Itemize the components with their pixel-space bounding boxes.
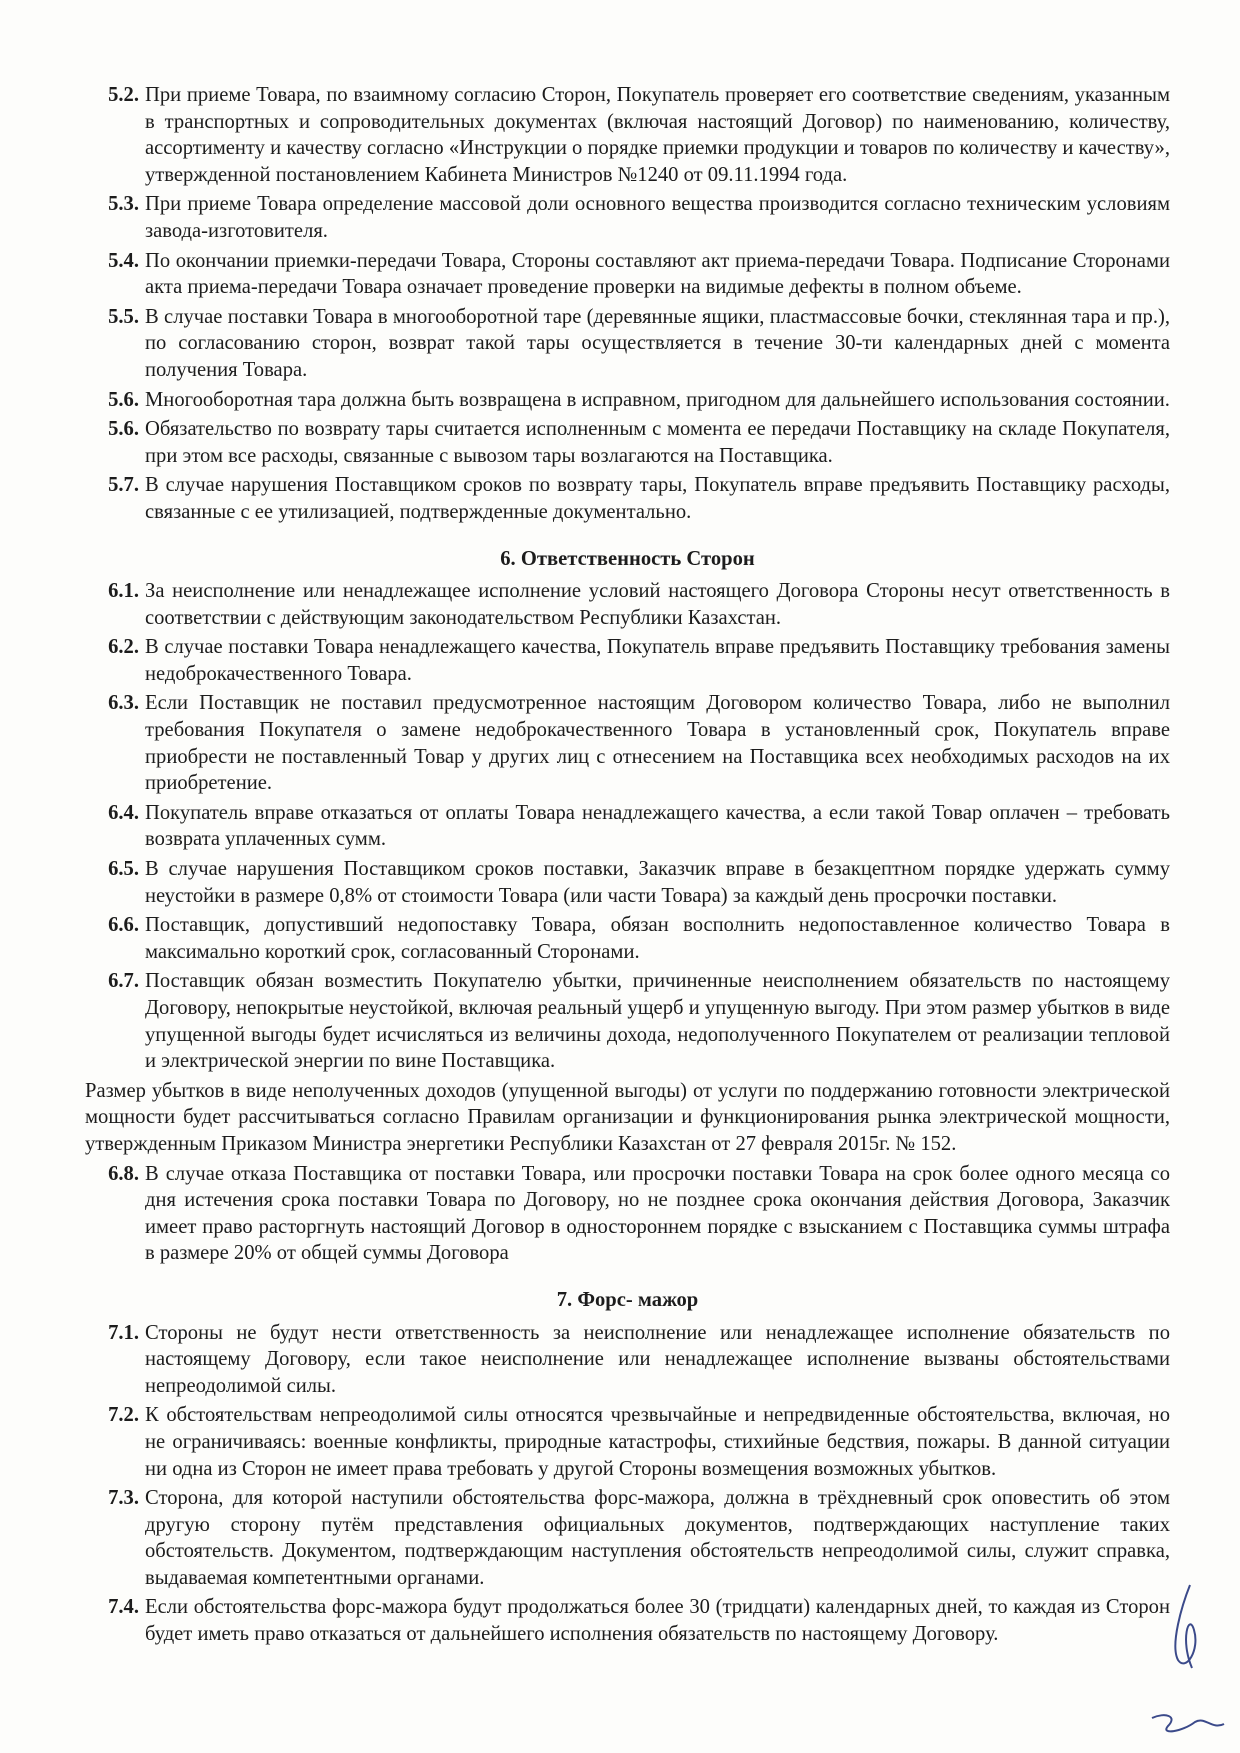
clause-number: 6.3.	[108, 692, 139, 715]
clause-number: 5.7.	[108, 474, 139, 497]
clause-text: В случае нарушения Поставщиком сроков поставки, Заказчик вправе в безакцептном порядке удержать сумму неустойки в размере 0,8% от стоимости Товара (или части Товара) за каждый день просрочки поставки.	[145, 858, 1170, 907]
clause-text: При приеме Товара определение массовой доли основного вещества производится согласно техническим условиям завода-изготовителя.	[145, 193, 1170, 242]
handwritten-scribble-mark	[1152, 1715, 1224, 1731]
clause-number: 5.2.	[108, 84, 139, 106]
clause-number: 6.4.	[108, 801, 139, 824]
clause-text: Сторона, для которой наступили обстоятельства форс-мажора, должна в трёхдневный срок оповестить об этом другую сторону путём представления официальных документов, подтверждающих наступление таких обстоятельств. Документом, подтверждающим наступления обстоятельств непреодолимой силы, служит справка, выдаваемая компетентными органами.	[145, 1487, 1170, 1589]
clause-number: 6.6.	[108, 914, 139, 937]
clause-text: Если Поставщик не поставил предусмотренное настоящим Договором количество Товара, либо не выполнил требования Покупателя о замене недоброкачественного Товара в установленный срок, Покупатель вправе приобрести не поставленный Товар у других лиц с отнесением на Поставщика всех необходимых расходов на их приобретение.	[145, 692, 1170, 795]
clause-number: 6.1.	[108, 580, 139, 603]
clause-text: Поставщик, допустивший недопоставку Товара, обязан восполнить недопоставленное количество Товара в максимально короткий срок, согласованный Сторонами.	[145, 914, 1170, 963]
clause-number: 6.2.	[108, 636, 139, 659]
section-6-heading: 6. Ответственность Сторон	[500, 547, 755, 570]
clause-text: В случае поставки Товара в многооборотной таре (деревянные ящики, пластмассовые бочки, стеклянная тара и пр.), по согласованию сторон, возврат такой тары осуществляется в течение 30-ти календарных дней с момента получения Товара.	[145, 305, 1170, 381]
clause-text: Стороны не будут нести ответственность за неисполнение или ненадлежащее исполнение обязательств по настоящему Договору, если такое неисполнение или ненадлежащее исполнение вызваны обстоятельствами непреодолимой силы.	[145, 1321, 1170, 1397]
clause-text: Покупатель вправе отказаться от оплаты Товара ненадлежащего качества, а если такой Товар оплачен – требовать возврата уплаченных сумм.	[145, 801, 1170, 851]
clause-text: По окончании приемки-передачи Товара, Стороны составляют акт приема-передачи Товара. Подписание Сторонами акта приема-передачи Товара означает проведение проверки на видимые дефекты в полном объеме.	[145, 249, 1170, 299]
clause-number: 7.1.	[108, 1321, 139, 1344]
clause-number: 5.6.	[108, 388, 139, 411]
section-7-heading: 7. Форс- мажор	[556, 1288, 699, 1311]
clause-text: В случае отказа Поставщика от поставки Товара, или просрочки поставки Товара на срок более одного месяца со дня истечения срока поставки Товара по Договору, но не позднее срока окончания действия Договора, Заказчик имеет право расторгнуть настоящий Договор в одностороннем порядке с взысканием с Поставщика суммы штрафа в размере 20% от общей суммы Договора	[145, 1162, 1170, 1265]
clause-number: 7.2.	[108, 1404, 139, 1427]
clause-text: При приеме Товара, по взаимному согласию Сторон, Покупатель проверяет его соответствие сведениям, указанным в транспортных и сопроводительных документах (включая настоящий Договор) по наименованию, количеству, ассортименту и качеству согласно «Инструкции о порядке приемки продукции и товаров по количеству и качеству», утвержденной постановлением Кабинета Министров №1240 от 09.11.1994 года.	[145, 84, 1170, 186]
clause-text: За неисполнение или ненадлежащее исполнение условий настоящего Договора Стороны несут ответственность в соответствии с действующим законодательством Республики Казахстан.	[145, 580, 1170, 629]
clause-number: 6.5.	[108, 858, 139, 881]
clause-number: 6.8.	[108, 1162, 139, 1185]
clause-text: В случае поставки Товара ненадлежащего качества, Покупатель вправе предъявить Поставщику требования замены недоброкачественного Товара.	[145, 636, 1170, 685]
handwritten-initials-mark	[1175, 1585, 1195, 1668]
clause-text: Если обстоятельства форс-мажора будут продолжаться более 30 (тридцати) календарных дней, то каждая из Сторон будет иметь право отказаться от дальнейшего исполнения обязательств по настоящему Договору.	[145, 1596, 1170, 1646]
clause-text: К обстоятельствам непреодолимой силы относятся чрезвычайные и непредвиденные обстоятельства, включая, но не ограничиваясь: военные конфликты, природные катастрофы, стихийные бедствия, пожары. В данной ситуации ни одна из Сторон не имеет права требовать у другой Стороны возмещения возможных убытков.	[145, 1404, 1170, 1480]
clause-text: Многооборотная тара должна быть возвращена в исправном, пригодном для дальнейшего использования состоянии.	[145, 388, 1170, 411]
clause-text: Поставщик обязан возместить Покупателю убытки, причиненные неисполнением обязательств по настоящему Договору, непокрытые неустойкой, включая реальный ущерб и упущенную выгоду. При этом размер убытков в виде упущенной выгоды будет исчисляться из величины дохода, недополученного Покупателем от реализации тепловой и электрической энергии по вине Поставщика.	[145, 970, 1170, 1073]
clause-number: 7.3.	[108, 1487, 139, 1510]
section-6-paragraph: Размер убытков в виде неполученных доходов (упущенной выгоды) от услуги по поддержанию готовности электрической мощности будет рассчитываться согласно Правилам организации и функционирования рынка электрической мощности, утвержденным Приказом Министра энергетики Республики Казахстан от 27 февраля 2015г. № 152.	[85, 1079, 1170, 1155]
clause-number: 7.4.	[108, 1596, 139, 1619]
clause-number: 6.7.	[108, 970, 139, 993]
clause-text: В случае нарушения Поставщиком сроков по возврату тары, Покупатель вправе предъявить Поставщику расходы, связанные с ее утилизацией, подтвержденные документально.	[145, 474, 1170, 523]
clause-text: Обязательство по возврату тары считается исполненным с момента ее передачи Поставщику на складе Покупателя, при этом все расходы, связанные с вывозом тары возлагаются на Поставщика.	[145, 418, 1170, 467]
clause-number: 5.6.	[108, 418, 139, 441]
clause-number: 5.5.	[108, 305, 139, 328]
clause-number: 5.4.	[108, 249, 139, 272]
clause-number: 5.3.	[108, 193, 139, 216]
